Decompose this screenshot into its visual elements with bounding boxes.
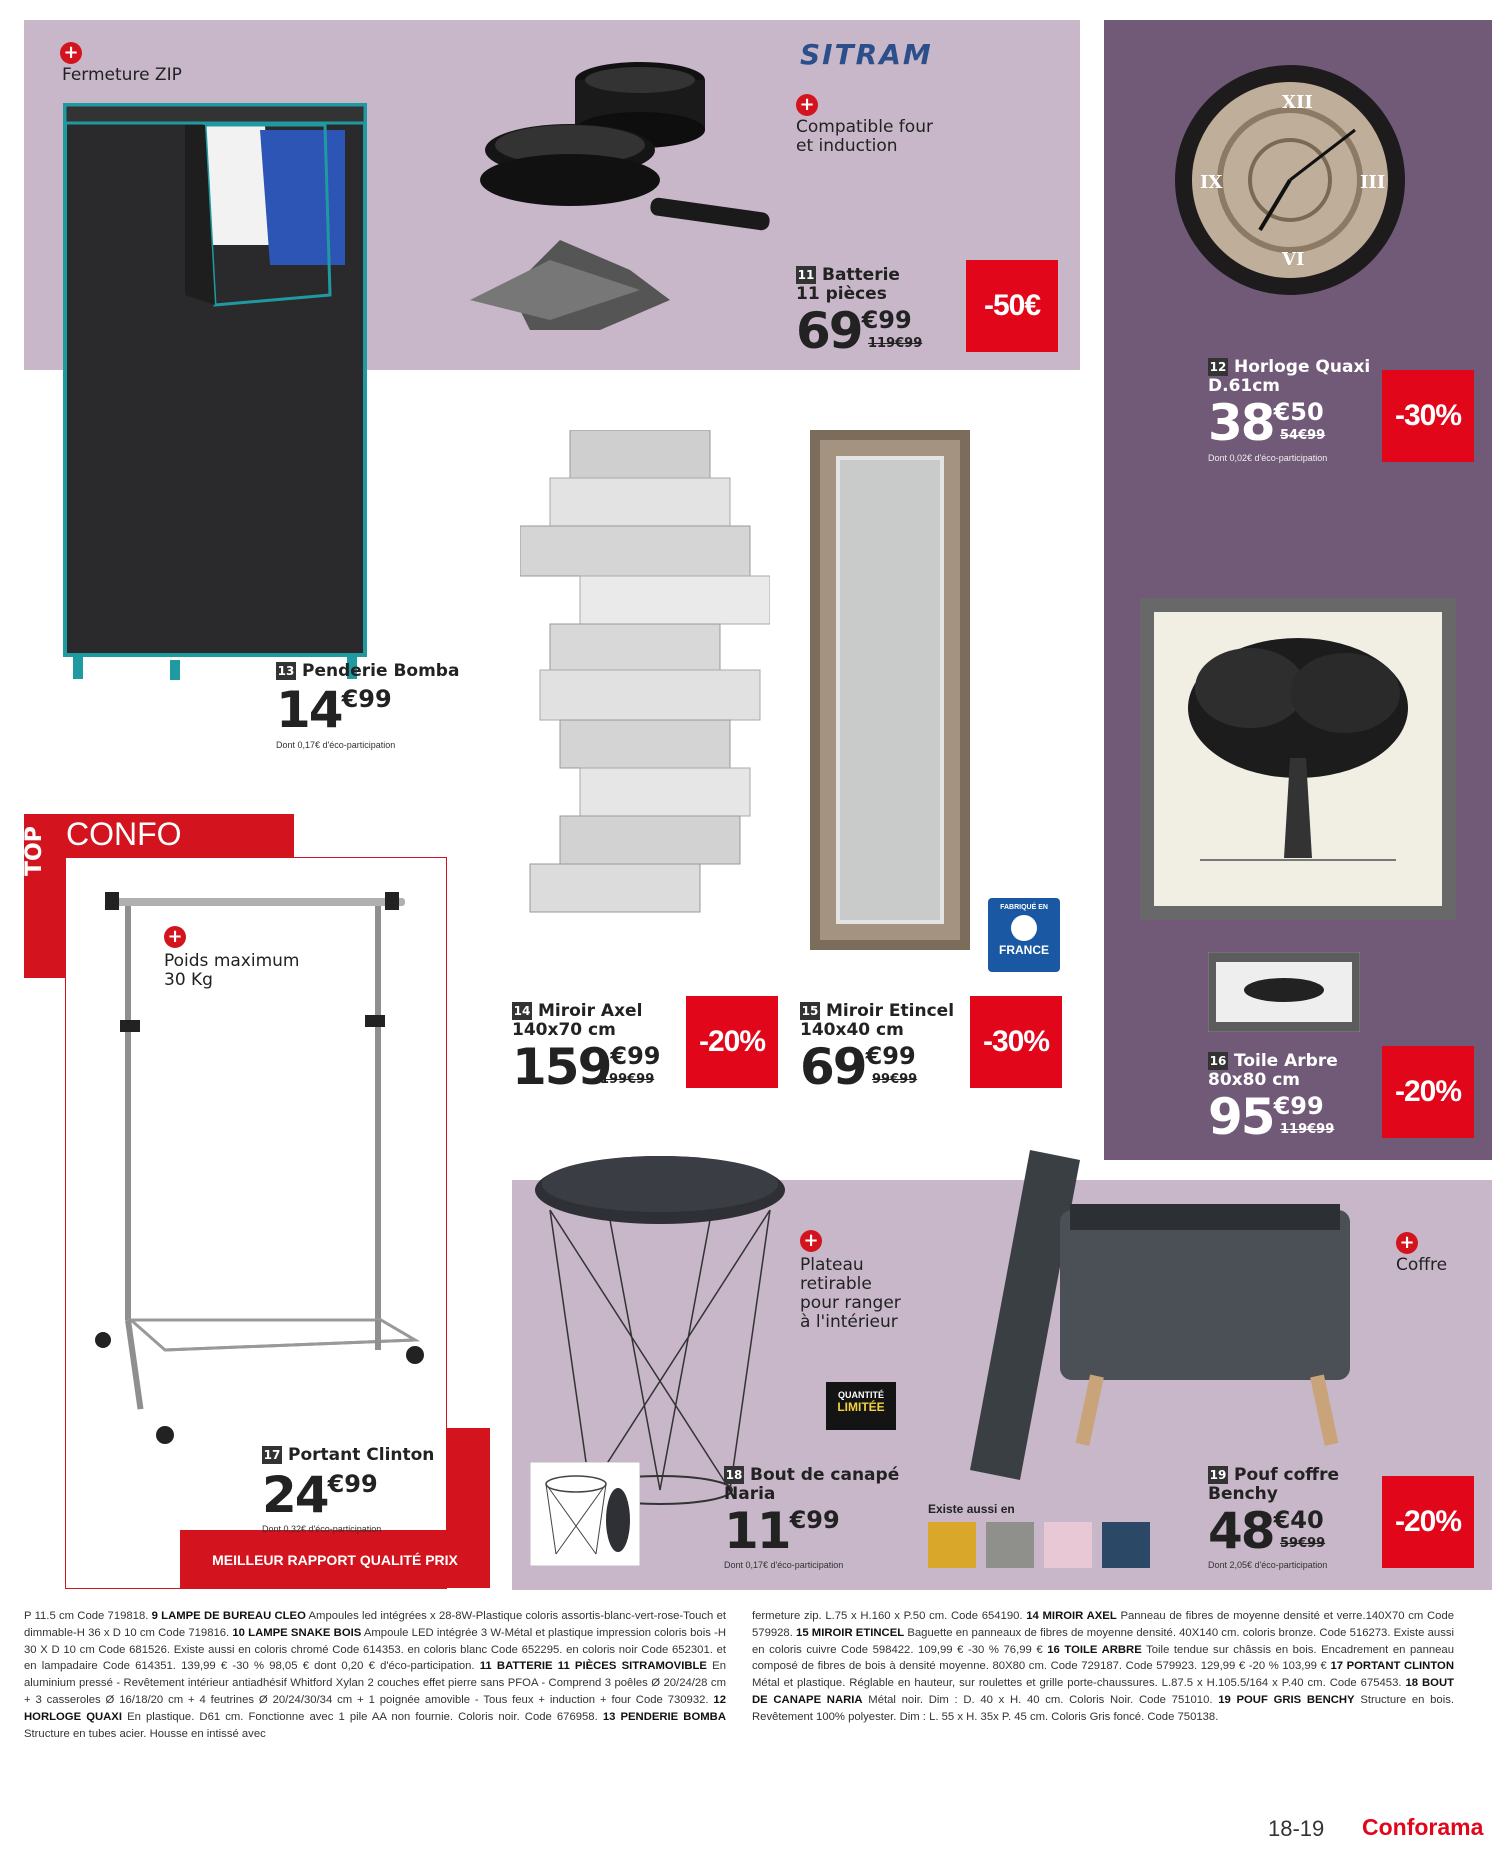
page-numbers: 18-19 (1268, 1816, 1325, 1841)
portant-price: 24€99 (262, 1466, 378, 1524)
swatch-blue[interactable] (1102, 1522, 1150, 1568)
horloge-price: 38€50 54€99 (1208, 394, 1326, 452)
fineprint-product-title: 12 HORLOGE QUAXI (24, 1693, 726, 1723)
fineprint-product-title: 19 POUF GRIS BENCHY (1218, 1693, 1355, 1706)
etincel-discount-badge: -30% (970, 996, 1062, 1088)
fineprint-text: En aluminium pressé - Revêtement intérieur antiadhésif Whitford Xylan 2 couches effet pierre sans PFOA - Comprend 3 poêles Ø 20/24/28 cm + 3 casseroles Ø 16/18/20 cm + 4 feutrines Ø 20/24/30/34 cm + 1 poignée amovible - Tous feux + induction + four Code 730932. (24, 1660, 726, 1706)
portant-eco: Dont 0,32€ d'éco-participation (262, 1524, 382, 1534)
penderie-price: 14€99 (276, 681, 392, 739)
fineprint-text: Baguette en panneaux de fibres de moyenne densité. 40X140 cm. coloris bronze. Code 516273. Existe aussi en coloris cuivre Code 598422. 109,99 € -30 % 76,99 € (752, 1626, 1454, 1656)
batterie-discount-badge: -50€ (966, 260, 1058, 352)
batterie-name: 11 Batterie 11 pièces (796, 265, 900, 304)
existe-aussi-label: Existe aussi en (928, 1502, 1015, 1516)
feature-plus-icon: + (800, 1230, 822, 1252)
fineprint-product-title: 17 PORTANT CLINTON (1330, 1660, 1454, 1673)
feature-poids: Poids maximum 30 Kg (164, 951, 300, 990)
fineprint-product-title: 9 LAMPE DE BUREAU CLEO (151, 1610, 306, 1622)
feature-plus-icon: + (1396, 1232, 1418, 1254)
fineprint-text: Métal noir. Dim : D. 40 x H. 40 cm. Coloris Noir. Code 751010. (862, 1693, 1219, 1706)
fineprint-product-title: 16 TOILE ARBRE (1047, 1643, 1142, 1656)
fineprint-text: Structure en bois. Revêtement 100% polyester. Dim : L. 55 x H. 35x P. 45 cm. Coloris Gris foncé. Code 750138. (752, 1693, 1454, 1723)
miroir-axel-image (520, 430, 770, 920)
feature-plus-icon: + (796, 94, 818, 116)
fineprint-product-title: 18 BOUT DE CANAPE NARIA (752, 1677, 1454, 1706)
axel-price: 159€99 199€99 (512, 1038, 661, 1096)
feature-zip: Fermeture ZIP (62, 65, 182, 85)
toile-arbre-image (1140, 598, 1456, 920)
fineprint-text: Métal et plastique. Réglable en hauteur, sur roulettes et grille porte-chaussures. L.87.5 x H.105.5/164 x P.40 cm. Code 675453. (752, 1677, 1406, 1690)
benchy-discount-badge: -20% (1382, 1476, 1474, 1568)
cookware-image (470, 40, 790, 330)
miroir-etincel-image (810, 430, 970, 950)
fineprint-product-title: 14 MIROIR AXEL (1026, 1610, 1117, 1622)
benchy-eco: Dont 2,05€ d'éco-participation (1208, 1560, 1328, 1570)
horloge-discount-badge: -30% (1382, 370, 1474, 462)
svg-text:IX: IX (1200, 172, 1223, 193)
etincel-price: 69€99 99€99 (800, 1038, 918, 1096)
feature-plus-icon: + (164, 926, 186, 948)
etincel-name: 15 Miroir Etincel 140x40 cm (800, 1001, 955, 1040)
swatch-yellow[interactable] (928, 1522, 976, 1568)
naria-price: 11€99 (724, 1502, 840, 1560)
swatch-grey[interactable] (986, 1522, 1034, 1568)
naria-thumbnail (530, 1462, 640, 1566)
toile-name: 16 Toile Arbre 80x80 cm (1208, 1051, 1338, 1090)
benchy-price: 48€40 59€99 (1208, 1502, 1326, 1560)
svg-text:XII: XII (1282, 92, 1313, 113)
horloge-name: 12 Horloge Quaxi D.61cm (1208, 357, 1371, 396)
toile-discount-badge: -20% (1382, 1046, 1474, 1138)
fineprint-text: fermeture zip. L.75 x H.160 x P.50 cm. Code 654190. (752, 1610, 1027, 1622)
top-confo-confo: CONFO (66, 816, 182, 852)
fineprint-text: Ampoules led intégrées x 28-8W-Plastique coloris assortis-blanc-vert-rose-Touch et dimmable-H 36 x D 10 cm Code 719816. (24, 1610, 726, 1639)
fabrique-france-label: FABRIQUÉ EN FRANCE (988, 898, 1060, 972)
fineprint-left (24, 1608, 726, 1742)
top-confo-ribbon: MEILLEUR RAPPORT QUALITÉ PRIX (212, 1552, 458, 1568)
benchy-pouf-image (930, 1150, 1370, 1490)
portant-name: 17 Portant Clinton (263, 1445, 435, 1465)
quantite-limitee-label: QUANTITÉ LIMITÉE (826, 1382, 896, 1430)
svg-text:III: III (1360, 172, 1386, 193)
fineprint-text: Panneau de fibres de moyenne densité et verre.140X70 cm Code 579928. (752, 1610, 1455, 1639)
wardrobe-image (55, 95, 385, 685)
svg-text:VI: VI (1282, 249, 1305, 270)
fineprint-right (752, 1608, 1454, 1726)
benchy-name: 19 Pouf coffre Benchy (1208, 1465, 1339, 1504)
fineprint-product-title: 13 PENDERIE BOMBA (602, 1710, 726, 1723)
axel-discount-badge: -20% (686, 996, 778, 1088)
fineprint-product-title: 15 MIROIR ETINCEL (796, 1626, 905, 1639)
axel-name: 14 Miroir Axel 140x70 cm (512, 1001, 643, 1040)
fineprint-product-title: 10 LAMPE SNAKE BOIS (232, 1626, 362, 1639)
fineprint-text: Toile tendue sur châssis en bois. Encadrement en panneau composé de fibres de bois à densité moyenne. 80X80 cm. Code 729187. Code 579923. 129,99 € -20 % 103,99 € (752, 1643, 1454, 1673)
toile-price: 95€99 119€99 (1208, 1088, 1335, 1146)
fineprint-product-title: 11 BATTERIE 11 PIÈCES SITRAMOVIBLE (479, 1660, 707, 1673)
feature-coffre: Coffre (1396, 1255, 1448, 1275)
batterie-price: 69€99 119€99 (796, 302, 923, 360)
toile-arbre-thumbnail (1208, 952, 1360, 1032)
penderie-eco: Dont 0,17€ d'éco-participation (276, 740, 396, 750)
clock-image (1170, 60, 1410, 300)
horloge-eco: Dont 0,02€ d'éco-participation (1208, 453, 1328, 463)
fineprint-text: En plastique. D61 cm. Fonctionne avec 1 pile AA non fournie. Coloris noir. Code 676958. (121, 1710, 603, 1723)
sitram-logo: SITRAM (800, 38, 933, 71)
feature-plus-icon: + (60, 42, 82, 64)
penderie-name: 13 Penderie Bomba (277, 661, 460, 681)
feature-plateau: Plateau retirable pour ranger à l'intérieur (800, 1255, 901, 1332)
top-confo-top: TOP (22, 826, 47, 876)
swatch-pink[interactable] (1044, 1522, 1092, 1568)
conforama-logo: Conforama (1362, 1814, 1484, 1840)
naria-name: 18 Bout de canapé Naria (724, 1465, 900, 1504)
naria-eco: Dont 0,17€ d'éco-participation (724, 1560, 844, 1570)
fineprint-text: P 11.5 cm Code 719818. (24, 1610, 152, 1622)
feature-four: Compatible four et induction (796, 117, 933, 156)
fineprint-text: Structure en tubes acier. Housse en intissé avec (24, 1727, 266, 1740)
fineprint-text: Ampoule LED intégrée 3 W-Métal et plastique impression coloris bois -H 30 X D 10 cm Code 681526. Existe aussi en coloris chromé Code 614353. en coloris blanc Code 652295. en coloris noir Code 652301. et en lampadaire Code 614351. 139,99 € -30 % 98,05 € dont 0,20 € d'éco-participation. (24, 1626, 726, 1673)
